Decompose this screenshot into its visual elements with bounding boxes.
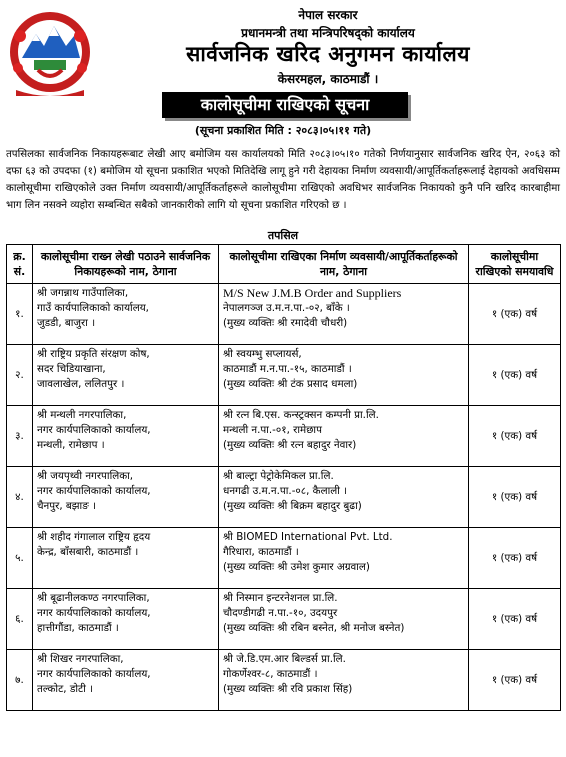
notice-body: तपसिलका सार्वजनिक निकायहरूबाट लेखी आए बमोजिम यस कार्यालयको मिति २०८३।०५।१० गतेको निर्णयानुसार सार्वजनिक खरिद ऐन, २०६३ को दफा ६३ को उपदफा (१) बमोजिम यो सूचना प्रकाशित भएको मितिदेखि लागू हुने गरी देहायका निर्माण व्यवसायी/आपूर्तिकर्ताहरूलाई देहायको अवधिसम्म कालोसूचीमा राखिएकोले उक्त निर्माण व्यवसायी/आपूर्तिकर्ताहरूले कालोसूचीमा राखिएको अवधिभर सार्वजनिक निकायको कुनै पनि खरिद कारबाहीमा भाग लिन नसक्ने व्यहोरा सम्बन्धित सबैको जानकारीको लागि यो सूचना प्रकाशित गरिएको छ । xyxy=(6,149,560,211)
entity-line: श्री राष्ट्रिय प्रकृति संरक्षण कोष, xyxy=(37,348,150,360)
table-row xyxy=(7,345,561,406)
table-row xyxy=(7,406,561,467)
entity-line: श्री जगन्नाथ गाउँपालिका, xyxy=(37,287,129,299)
public-entity-cell xyxy=(33,467,219,528)
vendor-cell xyxy=(219,467,469,528)
notice-title: कालोसूचीमा राखिएको सूचना xyxy=(162,92,408,118)
entity-line: गाउँ कार्यपालिकाको कार्यालय, xyxy=(37,302,149,314)
vendor-line: (मुख्य व्यक्तिः श्री बिक्रम बहादुर बुढा) xyxy=(223,500,362,512)
public-entity-cell xyxy=(33,284,219,345)
public-entity-cell xyxy=(33,345,219,406)
entity-line: नगर कार्यपालिकाको कार्यालय, xyxy=(37,485,151,497)
vendor-line: गोकर्णेश्वर-८, काठमाडौं । xyxy=(223,668,318,680)
vendor-line: श्री स्वयम्भु सप्लायर्स, xyxy=(223,348,302,360)
office-name: सार्वजनिक खरिद अनुगमन कार्यालय xyxy=(186,42,470,66)
serial-no-cell: ७. xyxy=(7,650,33,711)
entity-line: नगर कार्यपालिकाको कार्यालय, xyxy=(37,607,151,619)
header-public-entity: कालोसूचीमा राख्न लेखी पठाउने सार्वजनिक निकायहरूको नाम, ठेगाना xyxy=(33,245,219,284)
entity-line: केन्द्र, बाँसबारी, काठमाडौं । xyxy=(37,546,139,558)
vendor-cell xyxy=(219,345,469,406)
vendor-line: (मुख्य व्यक्तिः श्री रवि प्रकाश सिंह) xyxy=(223,683,353,695)
serial-no-cell: २. xyxy=(7,345,33,406)
serial-no-cell: १. xyxy=(7,284,33,345)
publication-date: (सूचना प्रकाशित मिति : २०८३।०५।११ गते) xyxy=(194,124,372,137)
entity-line: श्री बूढानीलकण्ठ नगरपालिका, xyxy=(37,592,150,604)
entity-line: नगर कार्यपालिकाको कार्यालय, xyxy=(37,668,151,680)
public-entity-cell xyxy=(33,589,219,650)
vendor-line: श्री BIOMED International Pvt. Ltd. xyxy=(223,531,393,543)
period-cell: १ (एक) वर्ष xyxy=(469,528,561,589)
vendor-line: श्री बाल्ट्रा पेट्रोकेमिकल प्रा.लि. xyxy=(223,470,334,482)
vendor-cell xyxy=(219,528,469,589)
table-row xyxy=(7,467,561,528)
vendor-line: श्री रत्न बि.एस. कन्स्ट्रक्सन कम्पनी प्रा.लि. xyxy=(223,409,379,421)
blacklist-table xyxy=(6,244,561,711)
vendor-line: काठमाडौं म.न.पा.-१५, काठमाडौं । xyxy=(223,363,352,375)
vendor-line: गैरिधारा, काठमाडौं । xyxy=(223,546,299,558)
vendor-cell xyxy=(219,406,469,467)
vendor-line: धनगढी उ.म.न.पा.-०८, कैलाली । xyxy=(223,485,348,497)
serial-no-cell: ३. xyxy=(7,406,33,467)
vendor-cell xyxy=(219,650,469,711)
header-period: कालोसूचीमा राखिएको समयावधि xyxy=(469,245,561,284)
entity-line: सदर चिडियाखाना, xyxy=(37,363,106,375)
header-vendor: कालोसूचीमा राखिएका निर्माण व्यवसायी/आपूर्तिकर्ताहरूको नाम, ठेगाना xyxy=(219,245,469,284)
header-serial-no: क्र. सं. xyxy=(7,245,33,284)
period-cell: १ (एक) वर्ष xyxy=(469,284,561,345)
period-cell: १ (एक) वर्ष xyxy=(469,650,561,711)
period-cell: १ (एक) वर्ष xyxy=(469,345,561,406)
public-entity-cell xyxy=(33,650,219,711)
entity-line: जावलाखेल, ललितपुर । xyxy=(37,378,125,390)
entity-line: श्री मन्थली नगरपालिका, xyxy=(37,409,127,421)
entity-line: तल्कोट, डोटी । xyxy=(37,683,94,695)
table-row xyxy=(7,528,561,589)
table-row xyxy=(7,589,561,650)
period-cell: १ (एक) वर्ष xyxy=(469,467,561,528)
vendor-line: श्री जे.डि.एम.आर बिल्डर्स प्रा.लि. xyxy=(223,653,346,665)
office-address: केसरमहल, काठमाडौं । xyxy=(277,72,379,86)
serial-no-cell: ४. xyxy=(7,467,33,528)
table-row xyxy=(7,284,561,345)
vendor-line: (मुख्य व्यक्तिः श्री रमादेवी चौधरी) xyxy=(223,317,348,329)
table-label: तपसिल xyxy=(267,229,299,242)
entity-line: हात्तीगौंडा, काठमाडौं । xyxy=(37,622,119,634)
vendor-cell xyxy=(219,589,469,650)
vendor-line: (मुख्य व्यक्तिः श्री रत्न बहादुर नेवार) xyxy=(223,439,357,451)
entity-line: चैनपुर, बझाङ । xyxy=(37,500,96,512)
table-header-row xyxy=(7,245,561,284)
entity-line: श्री शिखर नगरपालिका, xyxy=(37,653,124,665)
public-entity-cell xyxy=(33,406,219,467)
entity-line: नगर कार्यपालिकाको कार्यालय, xyxy=(37,424,151,436)
vendor-line: (मुख्य व्यक्तिः श्री टंक प्रसाद धमला) xyxy=(223,378,358,390)
table-row xyxy=(7,650,561,711)
entity-line: मन्थली, रामेछाप । xyxy=(37,439,105,451)
vendor-cell xyxy=(219,284,469,345)
serial-no-cell: ६. xyxy=(7,589,33,650)
serial-no-cell: ५. xyxy=(7,528,33,589)
vendor-line: श्री निस्मान इन्टरनेशनल प्रा.लि. xyxy=(223,592,338,604)
entity-line: जुडडी, बाजुरा । xyxy=(37,317,96,329)
nepal-emblem-icon xyxy=(8,6,92,98)
vendor-line: मन्थली न.पा.-०१, रामेछाप xyxy=(223,424,322,436)
period-cell: १ (एक) वर्ष xyxy=(469,406,561,467)
public-entity-cell xyxy=(33,528,219,589)
vendor-line: (मुख्य व्यक्तिः श्री रबिन बस्नेत, श्री मनोज बस्नेत) xyxy=(223,622,405,634)
ministry-name: प्रधानमन्त्री तथा मन्त्रिपरिषद्को कार्यालय xyxy=(241,26,415,40)
vendor-line: चौदण्डीगढी न.पा.-१०, उदयपुर xyxy=(223,607,338,619)
period-cell: १ (एक) वर्ष xyxy=(469,589,561,650)
vendor-line: M/S New J.M.B Order and Suppliers xyxy=(223,286,402,300)
govt-name: नेपाल सरकार xyxy=(298,8,358,22)
vendor-line: नेपालगञ्ज उ.म.न.पा.-०२, बाँके । xyxy=(223,302,350,314)
vendor-line: (मुख्य व्यक्तिः श्री उमेश कुमार अग्रवाल) xyxy=(223,561,370,573)
entity-line: श्री जयपृथ्वी नगरपालिका, xyxy=(37,470,134,482)
entity-line: श्री शहीद गंगालाल राष्ट्रिय हृदय xyxy=(37,531,151,543)
